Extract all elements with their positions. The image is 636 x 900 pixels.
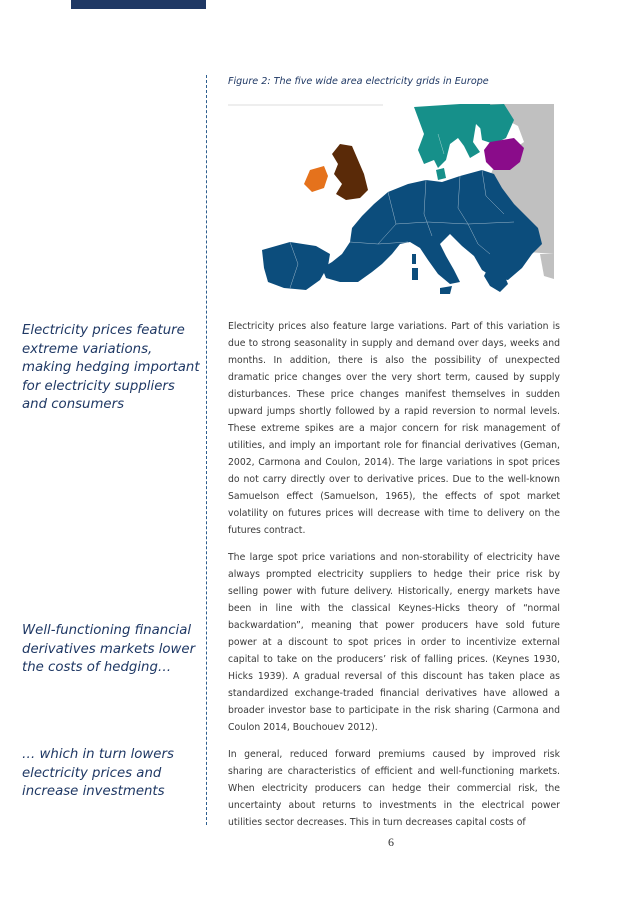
paragraph-spot-price-hedging: The large spot price variations and non-storability of electricity have always prompted electricity suppliers to hedge their price risk by selling power with future delivery. Historically, energy markets have been in line with the classical Keynes-Hicks theory of “normal backwardation”, meaning that power producers have sold future power at a discount to spot prices in order to incentivize external capital to take on the producers’ risk of falling prices. (Keynes 1930, Hicks 1939). A gradual reversal of this discount has taken place as standardized exchange-traded financial derivatives have allowed a broader investor base to participate in the risk sharing (Carmona and Coulon 2014, Bouchouev 2012). bbox=[228, 552, 560, 733]
europe-grid-map-svg bbox=[228, 104, 554, 296]
sidebar-note-investments: … which in turn lowers electricity prices and increase investments bbox=[22, 747, 174, 799]
europe-grid-map bbox=[228, 104, 554, 296]
sidebar-note-extreme-variations: Electricity prices feature extreme variations, making hedging important for electricity suppliers and consumers bbox=[22, 323, 200, 412]
map-region-continental-sardinia bbox=[412, 268, 418, 280]
map-region-continental-sicily bbox=[440, 286, 452, 294]
body-text bbox=[228, 318, 560, 841]
sidebar-note-hedging-costs: Well-functioning financial derivatives markets lower the costs of hedging… bbox=[22, 623, 196, 675]
map-region-continental-iberia bbox=[262, 242, 330, 290]
paragraph-forward-premiums: In general, reduced forward premiums caused by improved risk sharing are characteristics of efficient and well-functioning markets. When electricity producers can hedge their commercial risk, the uncertainty about returns to investments in the electrical power utilities sector decreases. This in turn decreases capital costs of bbox=[228, 749, 560, 828]
map-region-continental-corsica bbox=[412, 254, 416, 264]
map-region-great-britain bbox=[332, 144, 368, 200]
figure-caption: Figure 2: The five wide area electricity grids in Europe bbox=[228, 76, 489, 87]
map-region-nordic-denmark bbox=[436, 168, 446, 180]
map-region-ireland bbox=[304, 166, 328, 192]
page-number: 6 bbox=[388, 835, 394, 849]
column-divider bbox=[206, 75, 207, 825]
map-region-non-member-south bbox=[540, 254, 554, 279]
paragraph-price-variations: Electricity prices also feature large variations. Part of this variation is due to strong seasonality in supply and demand over days, weeks and months. In addition, there is also the possibility of unexpected dramatic price changes over the very short term, caused by supply disturbances. These price changes manifest themselves in sudden upward jumps shortly followed by a rapid reversion to normal levels. These extreme spikes are a major concern for risk management of utilities, and imply an important role for financial derivatives (Geman, 2002, Carmona and Coulon, 2014). The large variations in spot prices do not carry directly over to derivative prices. Due to the well-known Samuelson effect (Samuelson, 1965), the effects of spot market volatility on futures prices will decrease with time to delivery on the futures contract. bbox=[228, 321, 560, 536]
header-accent-bar bbox=[71, 0, 206, 9]
